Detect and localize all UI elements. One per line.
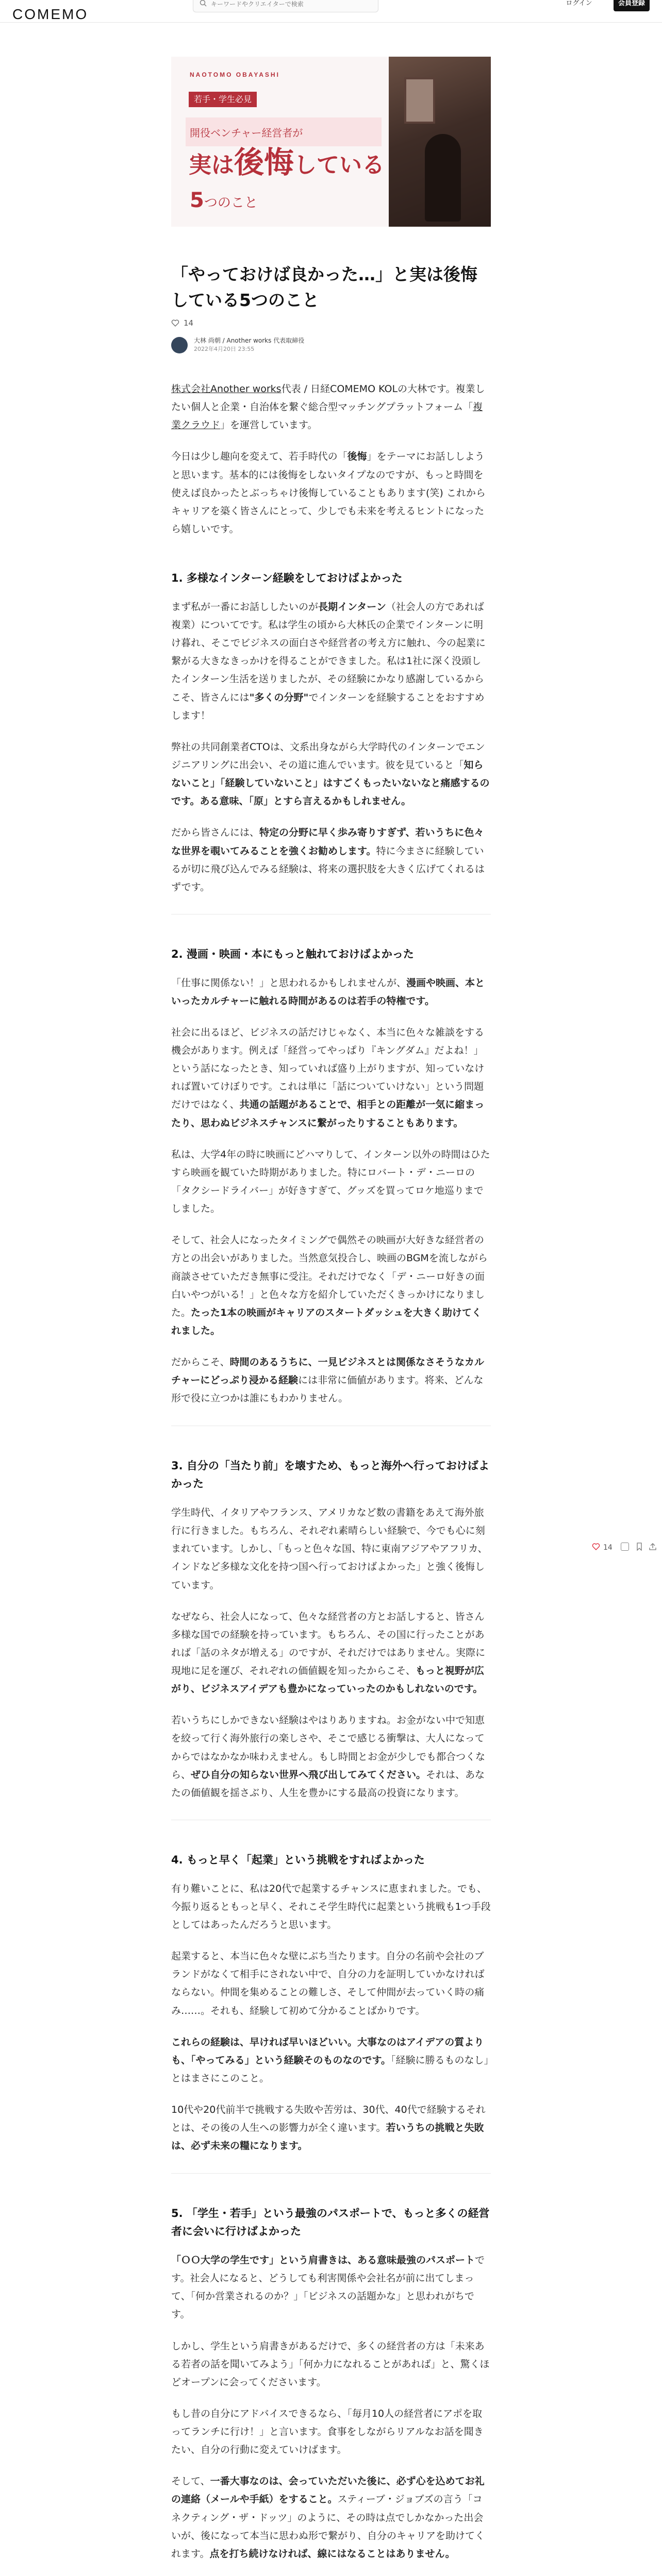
paragraph: もし昔の自分にアドバイスできるなら、「毎月10人の経営者にアポを取ってランチに行け！」と言います。食事をしながらリアルなお話を聞きたい、自分の行動に変えていけばます。: [171, 2408, 484, 2456]
hero-number: 5つのこと: [190, 189, 258, 212]
article-title: 「やっておけば良かった…」と実は後悔している5つのこと: [171, 264, 477, 310]
intro-paragraph: 株式会社Another works代表 / 日経COMEMO KOLの大林です。複業したい個人と企業・自治体を繋ぐ総合型マッチングプラットフォーム「複業クラウド」を運営しています。: [171, 383, 485, 431]
paragraph: だから皆さんには、特定の分野に早く歩み寄りすぎず、若いうちに色々な世界を覗いてみることを強くお勧めします。特に今まさに経験しているが切に飛び込んでみる経験は、将来の選択肢を大きく広げてくれるはずです。: [171, 827, 485, 893]
paragraph: なぜなら、社会人になって、色々な経営者の方とお話しすると、皆さん多様な国での経験を持っています。もちろん、その国に行ったことがあれば「話のネタが増える」のですが、それだけではありません。実際に現地に足を運び、それぞれの価値観を知ったからこそ、もっと視野が広がり、ビジネスアイデアも豊かになっていったのかもしれないのです。: [171, 1611, 486, 1695]
heart-icon[interactable]: [171, 319, 179, 327]
paragraph: 若いうちにしかできない経験はやはりありますね。お金がない中で知恵を絞って行く海外旅行の楽しさや、そこで感じる衝撃は、大人になってからではなかなか味わえません。もし時間とお金が少しでも都合つくなら、ぜひ自分の知らない世界へ飛び出してみてください。それは、あなたの価値観を揺さぶり、人生を豊かにする最高の投資になります。: [171, 1715, 485, 1799]
paragraph: 10代や20代前半で挑戦する失敗や苦労は、30代、40代で経験するそれとは、その後の人生への影響力が全く違います。若いうちの挑戦と失敗は、必ず未来の糧になります。: [171, 2104, 486, 2152]
hero-subtitle: 開役ベンチャー経営者が: [190, 127, 303, 139]
divider: [171, 2173, 491, 2174]
hero-tag: 若手・学生必見: [189, 92, 257, 107]
paragraph: しかし、学生という肩書きがあるだけで、多くの経営者の方は「未来ある若者の話を聞いてみよう」「何か力になれることがあれば」と、驚くほどオープンに会ってくださいます。: [171, 2340, 490, 2388]
search-input[interactable]: [211, 0, 371, 10]
intro-paragraph: 今日は少し趣向を変えて、若手時代の「後悔」をテーマにお話ししようと思います。基本的には後悔をしないタイプなのですが、もっと時間を使えば良かったとぶっちゃけ後悔していることもあります(笑) これからキャリアを築く皆さんにとって、少しでも未来を考えるヒントになったら嬉しいです。: [171, 451, 486, 535]
paragraph: 私は、大学4年の時に映画にどハマりして、インターン以外の時間はひたすら映画を観ていた時期がありました。特にロバート・デ・ニーロの「タクシードライバー」が好きすぎて、グッズを買ってロケ地巡りまでしました。: [171, 1148, 490, 1215]
sidebar-like-count: 14: [603, 1544, 613, 1552]
paragraph: そして、一番大事なのは、会っていただいた後に、必ず心を込めてお礼の連絡（メールや手紙）をすること。スティーブ・ジョブズの言う「コネクティング・ザ・ドッツ」のように、その時は点でしかなかった出会いが、後になって本当に思わぬ形で繋がり、自分のキャリアを助けてくれます。点を打ち続けなければ、線にはなることはありません。: [171, 2476, 485, 2560]
search-icon: [200, 0, 207, 7]
site-logo[interactable]: COMEMO: [12, 6, 89, 22]
section-heading: 1. 多様なインターン経験をしておけばよかった: [171, 572, 403, 585]
paragraph: 弊社の共同創業者CTOは、文系出身ながら大学時代のインターンでエンジニアリングに出会い、その道に進んでいます。彼を見ていると「知らないこと」「経験していないこと」はすごくもったいないなと痛感するのです。ある意味、「原」とすら言えるかもしれません。: [171, 741, 490, 807]
paragraph: そして、社会人になったタイミングで偶然その映画が大好きな経営者の方との出会いがありました。当然意気投合し、映画のBGMを流しながら商談させていただき無事に受注。それだけでなく「デ・ニーロ好きの面白いやつがいる！」と色々な方を紹介していただくきっかけになりました。たった1本の映画がキャリアのスタートダッシュを大きく助けてくれました。: [171, 1234, 488, 1336]
hero-image: [171, 57, 491, 227]
author-name[interactable]: 大林 尚朝 / Another works 代表取締役: [194, 337, 305, 344]
bookmark-icon[interactable]: [635, 1543, 643, 1551]
search-box[interactable]: [193, 0, 378, 12]
like-count[interactable]: 14: [171, 317, 193, 329]
paragraph: 有り難いことに、私は20代で起業するチャンスに恵まれました。でも、今振り返るともっと早く、それこそ学生時代に起業という挑戦も1つ手段としてはあったんだろうと思います。: [171, 1883, 491, 1931]
avatar[interactable]: [171, 337, 188, 353]
section-heading: 2. 漫画・映画・本にもっと触れておけばよかった: [171, 947, 414, 960]
paragraph: 「ＯＯ大学の学生です」という肩書きは、ある意味最強のパスポートです。社会人になると、どうしても利害関係や会社名が前に出てしまって、「何か営業されるのか？」「ビジネスの話題かな」と思われがちです。: [171, 2254, 485, 2320]
photo-window: [404, 77, 435, 124]
paragraph: 「仕事に関係ない！」と思われるかもしれませんが、漫画や映画、本といったカルチャーに触れる時間があるのは若手の特権です。: [171, 977, 485, 1007]
fukugyo-cloud-link[interactable]: 複業クラウド: [171, 401, 483, 431]
company-link[interactable]: 株式会社Another works: [171, 383, 282, 395]
paragraph: だからこそ、時間のあるうちに、一見ビジネスとは関係なさそうなカルチャーにどっぷり浸かる経験には非常に価値があります。将来、どんな形で役に立つかは誰にもわかりません。: [171, 1357, 485, 1404]
hero-headline: 実は後悔している: [189, 145, 385, 180]
publish-date: 2022年4月20日 23:55: [194, 346, 255, 352]
register-button[interactable]: 会員登録: [614, 0, 650, 11]
section-heading: 4. もっと早く「起業」という挑戦をすればよかった: [171, 1854, 425, 1867]
comment-icon[interactable]: [621, 1543, 629, 1551]
hero-brand: NAOTOMO OBAYASHI: [190, 71, 280, 78]
paragraph: 起業すると、本当に色々な壁にぶち当たります。自分の名前や会社のブランドがなくて相手にされない中で、自分の力を証明していかなければならない。仲間を集めることの難しさ、そして仲間が去っていく時の痛み……。それも、経験して初めて分かることばかりです。: [171, 1951, 485, 2016]
top-navigation-bar: [0, 0, 662, 23]
photo-person-silhouette: [425, 134, 461, 222]
hero-photo: [389, 57, 491, 227]
paragraph: 学生時代、イタリアやフランス、アメリカなど数の書籍をあえて海外旅行に行きました。もちろん、それぞれ素晴らしい経験で、今でも心に刻まれています。しかし、「もっと色々な国、特に東南アジアやアフリカ、インドなど多様な文化を持つ国へ行っておけばよかった」と強く後悔しています。: [171, 1506, 488, 1591]
floating-action-bar: [592, 1540, 659, 1556]
section-heading: 5. 「学生・若手」という最強のパスポートで、もっと多くの経営者に会いに行けばよかった: [171, 2207, 490, 2238]
heart-icon[interactable]: [592, 1543, 600, 1551]
paragraph: まず私が一番にお話ししたいのが長期インターン（社会人の方であれば複業）についてです。私は学生の頃から大林氏の企業でインターンに明け暮れ、そこでビジネスの面白さや経営者の考え方に触れ、今の起業に繋がる大きなきっかけを得ることができました。私は1社に深く没頭したインターン生活を送りましたが、その経験にかなり感謝しているからこそ、皆さんには"多くの分野"でインターンを経験することをおすすめします！: [171, 601, 486, 721]
share-icon[interactable]: [649, 1543, 657, 1551]
section-heading: 3. 自分の「当たり前」を壊すため、もっと海外へ行っておけばよかった: [171, 1459, 490, 1490]
article-body: [171, 380, 491, 2576]
login-button[interactable]: ログイン: [566, 0, 592, 7]
paragraph: 社会に出るほど、ビジネスの話だけじゃなく、本当に色々な雑談をする機会があります。例えば「経営ってやっぱり『キングダム』だよね！」という話になったとき、知っていれば盛り上がりますが、知っていなければ置いてけぼりです。これは単に「話についていけない」という問題だけではなく、共通の話題があることで、相手との距離が一気に縮まったり、思わぬビジネスチャンスに繋がったりすることもあります。: [171, 1026, 485, 1129]
paragraph: これらの経験は、早ければ早いほどいい。大事なのはアイデアの質よりも、「やってみる」という経験そのものなのです。「経験に勝るものなし」とはまさにこのこと。: [171, 2036, 489, 2084]
